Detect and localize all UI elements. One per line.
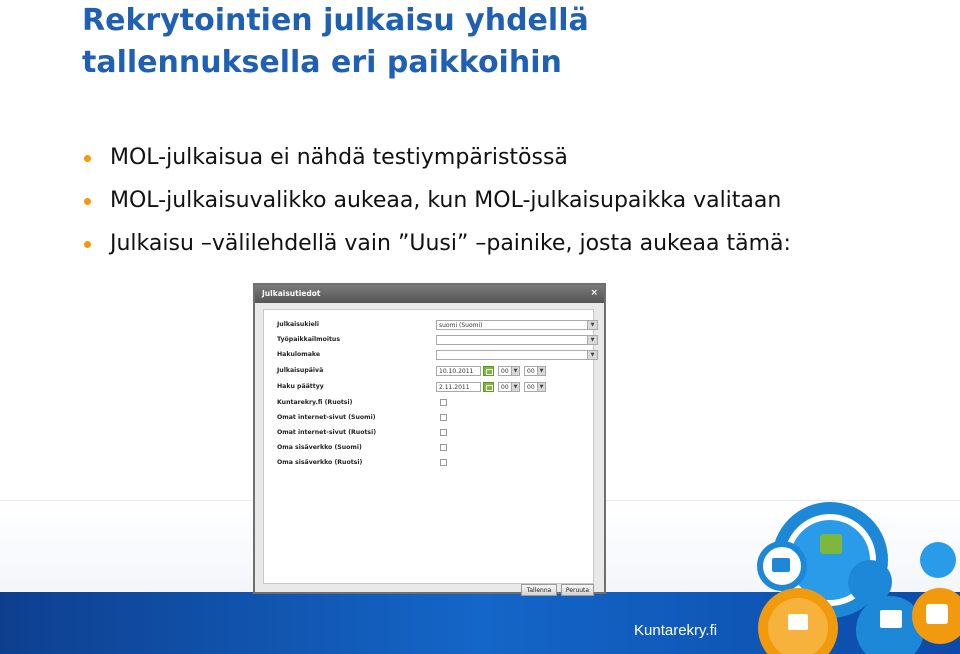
select-julkaisukieli-value: suomi (Suomi) — [439, 322, 483, 329]
brand-name: Kuntarekry.fi — [634, 622, 718, 639]
checkbox-row — [272, 413, 598, 425]
date-input-haku-paattyy[interactable]: 2.11.2011 — [436, 382, 481, 392]
dialog-body — [263, 309, 595, 594]
checkbox-kuntarekry-ruotsi[interactable] — [440, 399, 447, 406]
chevron-down-icon[interactable]: ▼ — [537, 383, 545, 391]
decorative-bubbles-logo — [720, 500, 960, 654]
bullet-item: MOL-julkaisua ei nähdä testiympäristössä — [82, 146, 791, 169]
label-tyopaikkailmoitus: Työpaikkailmoitus — [277, 336, 341, 343]
checkbox-row — [272, 428, 598, 440]
hour-value: 00 — [501, 368, 509, 375]
select-julkaisukieli[interactable] — [436, 320, 598, 330]
slide-title — [82, 0, 902, 84]
checkbox-oma-sisaverkko-suomi[interactable] — [440, 444, 447, 451]
slide-title-line1: Rekrytointien julkaisu yhdellä — [82, 3, 589, 38]
checkbox-label: Oma sisäverkko (Ruotsi) — [277, 459, 363, 466]
row-haku-paattyy — [272, 382, 598, 394]
chevron-down-icon[interactable]: ▼ — [587, 321, 597, 329]
checkbox-label: Oma sisäverkko (Suomi) — [277, 444, 362, 451]
chevron-down-icon[interactable]: ▼ — [511, 367, 519, 375]
checkbox-row — [272, 398, 598, 410]
chevron-down-icon[interactable]: ▼ — [511, 383, 519, 391]
minute-value: 00 — [527, 384, 535, 391]
label-julkaisupaiva: Julkaisupäivä — [277, 367, 324, 374]
minute-value: 00 — [527, 368, 535, 375]
chevron-down-icon[interactable]: ▼ — [587, 351, 597, 359]
label-julkaisukieli: Julkaisukieli — [277, 321, 320, 328]
row-julkaisukieli — [272, 320, 598, 332]
dialog-screenshot — [253, 283, 606, 594]
checkbox-omat-internet-suomi[interactable] — [440, 414, 447, 421]
checkbox-row — [272, 443, 598, 455]
bullet-item: Julkaisu –välilehdellä vain ”Uusi” –painike, josta aukeaa tämä: — [82, 232, 791, 255]
label-haku-paattyy: Haku päättyy — [277, 383, 324, 390]
label-hakulomake: Hakulomake — [277, 351, 321, 358]
hour-value: 00 — [501, 384, 509, 391]
close-icon[interactable]: × — [590, 288, 598, 298]
chevron-down-icon[interactable]: ▼ — [587, 336, 597, 344]
checkbox-label: Kuntarekry.fi (Ruotsi) — [277, 399, 353, 406]
save-button[interactable]: Tallenna — [521, 584, 557, 596]
cancel-button[interactable]: Peruuta — [561, 584, 594, 596]
chevron-down-icon[interactable]: ▼ — [537, 367, 545, 375]
select-tyopaikkailmoitus[interactable] — [436, 335, 598, 345]
bullet-list — [82, 146, 791, 275]
minute-select-haku-paattyy[interactable] — [524, 382, 546, 392]
row-tyopaikkailmoitus — [272, 335, 598, 347]
hour-select-haku-paattyy[interactable] — [498, 382, 520, 392]
checkbox-omat-internet-ruotsi[interactable] — [440, 429, 447, 436]
checkbox-row — [272, 458, 598, 470]
checkbox-label: Omat internet-sivut (Suomi) — [277, 414, 376, 421]
row-julkaisupaiva — [272, 366, 598, 378]
calendar-icon[interactable] — [483, 382, 494, 392]
hour-select-julkaisupaiva[interactable] — [498, 366, 520, 376]
select-hakulomake[interactable] — [436, 350, 598, 360]
dialog-title: Julkaisutiedot — [262, 289, 321, 298]
row-hakulomake — [272, 350, 598, 362]
checkbox-oma-sisaverkko-ruotsi[interactable] — [440, 459, 447, 466]
checkbox-label: Omat internet-sivut (Ruotsi) — [277, 429, 377, 436]
minute-select-julkaisupaiva[interactable] — [524, 366, 546, 376]
dialog-header — [255, 285, 604, 303]
bullet-item: MOL-julkaisuvalikko aukeaa, kun MOL-julkaisupaikka valitaan — [82, 189, 791, 212]
julkaisutiedot-dialog — [255, 285, 604, 592]
calendar-icon[interactable] — [483, 366, 494, 376]
slide-title-line2: tallennuksella eri paikkoihin — [82, 45, 562, 80]
date-input-julkaisupaiva[interactable]: 10.10.2011 — [436, 366, 481, 376]
